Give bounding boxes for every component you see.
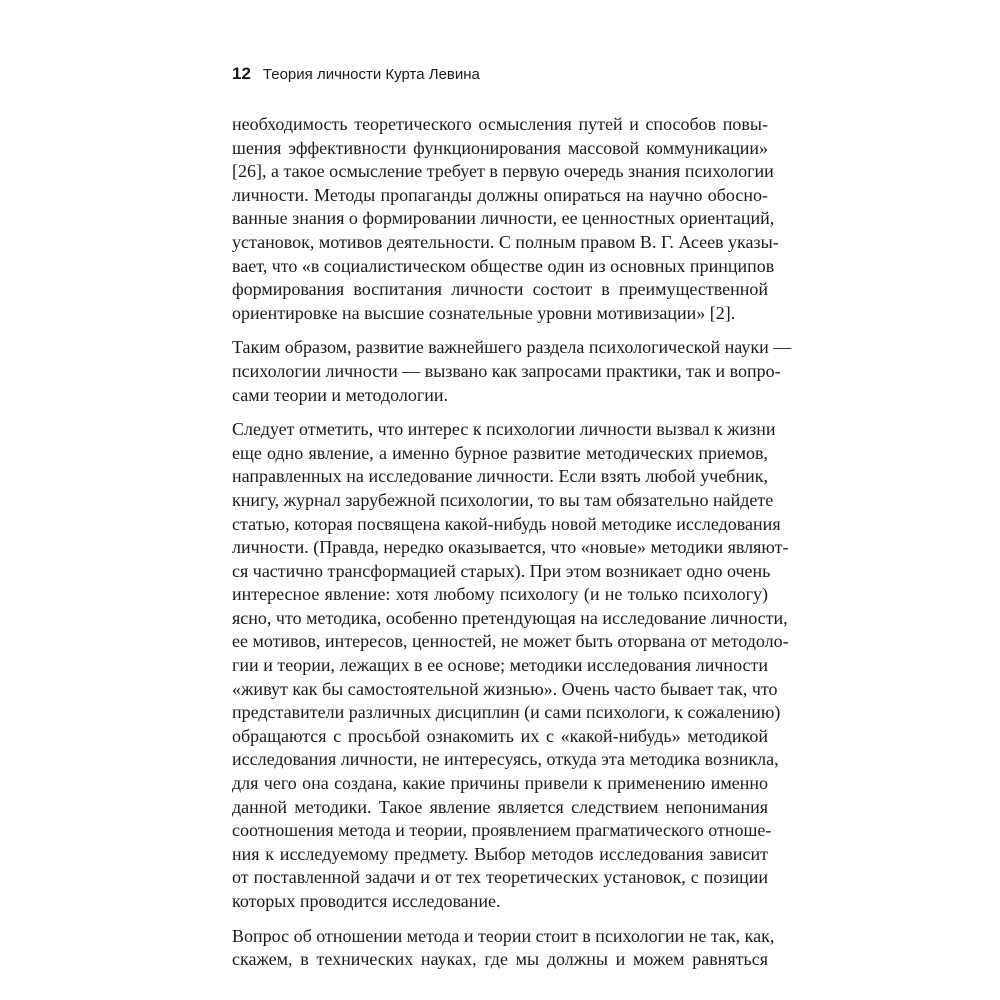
paragraph [232, 925, 775, 972]
text-line: обращаются с просьбой ознакомить их с «какой-нибудь» методикой [232, 725, 768, 746]
text-line: ния к исследуемому предмету. Выбор методов исследования зависит [232, 843, 768, 864]
text-line: направленных на исследование личности. Если взять любой учебник, [232, 466, 768, 487]
text-line: ванные знания о формировании личности, ее ценностных ориентаций, [232, 208, 775, 229]
text-line: данной методики. Такое явление является следствием непонимания [232, 796, 768, 817]
text-line: ориентировке на высшие сознательные уровни мотивизации» [2]. [232, 302, 736, 323]
body-text [232, 113, 792, 983]
text-line: сами теории и методологии. [232, 384, 449, 405]
text-line: соотношения метода и теории, проявлением прагматического отноше- [232, 820, 772, 841]
text-line: книгу, журнал зарубежной психологии, то вы там обязательно найдете [232, 489, 774, 510]
text-line: интересное явление: хотя любому психологу (и не только психологу) [232, 584, 768, 605]
text-line: гии и теории, лежащих в ее основе; методики исследования личности [232, 655, 768, 676]
text-line: психологии личности — вызвано как запросами практики, так и вопро- [232, 360, 781, 381]
running-title: Теория личности Курта Левина [262, 66, 480, 83]
text-line: еще одно явление, а именно бурное развитие методических приемов, [232, 442, 768, 463]
text-line: Следует отметить, что интерес к психологии личности вызвал к жизни [232, 419, 776, 440]
text-line: от поставленной задачи и от тех теоретических установок, с позиции [232, 867, 768, 888]
text-line: ясно, что методика, особенно претендующая на исследование личности, [232, 607, 788, 628]
text-line: личности. Методы пропаганды должны опираться на научно обосно- [232, 184, 768, 205]
running-head [232, 64, 480, 88]
page-number: 12 [232, 64, 251, 83]
text-line: формирования воспитания личности состоит в преимущественной [232, 279, 768, 300]
text-line: скажем, в технических науках, где мы должны и можем равняться [232, 949, 768, 970]
text-line: вает, что «в социалистическом обществе один из основных принципов [232, 255, 775, 276]
text-line: которых проводится исследование. [232, 891, 501, 911]
text-line: для чего она создана, какие причины привели к применению именно [232, 773, 768, 794]
text-line: представители различных дисциплин (и сами психологи, к сожалению) [232, 702, 781, 723]
text-line: исследования личности, не интересуясь, откуда эта методика возникла, [232, 749, 779, 770]
text-line: личности. (Правда, нередко оказывается, что «новые» методики являют- [232, 537, 789, 558]
text-line: «живут как бы самостоятельной жизнью». Очень часто бывает так, что [232, 678, 778, 699]
text-line: ся частично трансформацией старых). При этом возникает одно очень [232, 560, 771, 581]
text-line: ее мотивов, интересов, ценностей, не может быть оторвана от методоло- [232, 631, 789, 652]
text-line: статью, которая посвящена какой-нибудь новой методике исследования [232, 513, 781, 534]
text-line: шения эффективности функционирования массовой коммуникации» [232, 137, 768, 158]
text-line: установок, мотивов деятельности. С полным правом В. Г. Асеев указы- [232, 231, 779, 252]
paragraph [232, 113, 779, 325]
paragraph [232, 418, 789, 913]
text-line: Таким образом, развитие важнейшего раздела психологической науки — [232, 337, 792, 358]
text-line: необходимость теоретического осмысления путей и способов повы- [232, 114, 768, 134]
text-line: Вопрос об отношении метода и теории стоит в психологии не так, как, [232, 925, 775, 946]
paragraph [232, 336, 792, 407]
text-line: [26], а такое осмысление требует в первую очередь знания психологии [232, 161, 774, 182]
